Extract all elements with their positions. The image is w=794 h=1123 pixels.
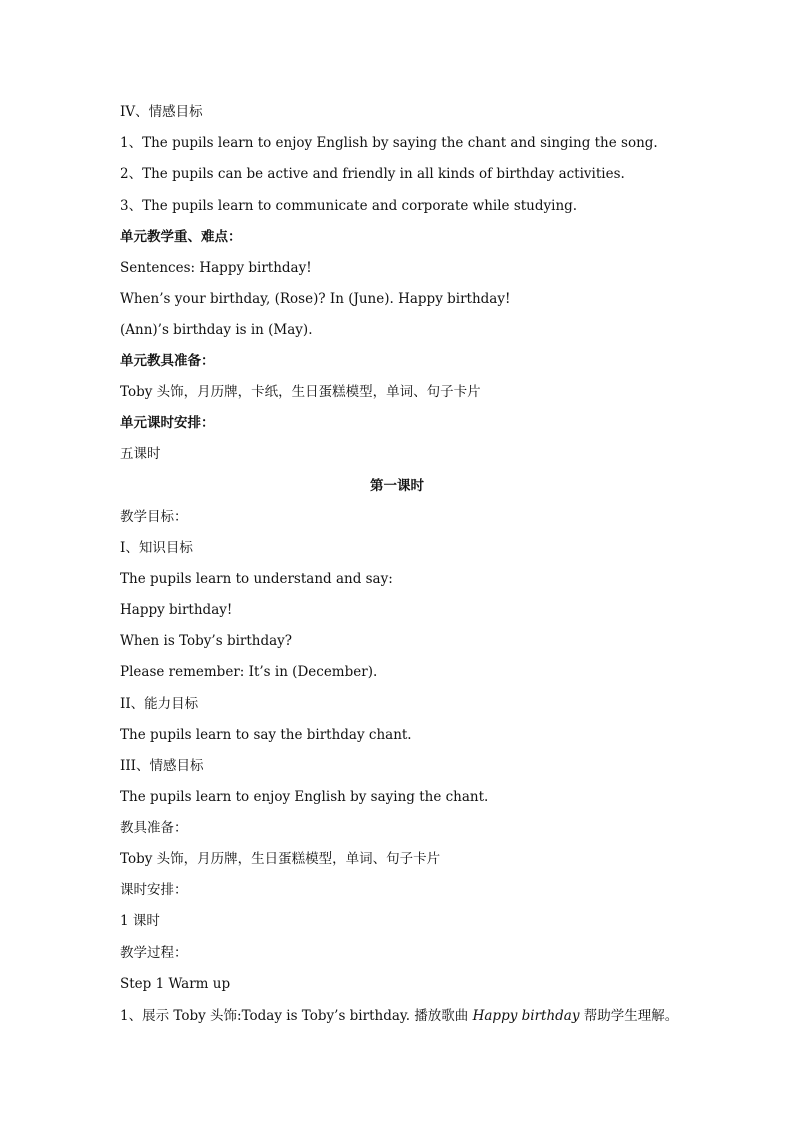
heading-teaching-process: 教学过程： xyxy=(120,945,188,961)
schedule-value: 五课时 xyxy=(120,446,161,462)
knowledge-line: When is Toby’s birthday? xyxy=(120,633,293,649)
knowledge-line: Happy birthday! xyxy=(120,602,233,618)
song-title: Happy birthday xyxy=(472,1008,580,1024)
ability-line: The pupils learn to say the birthday chant. xyxy=(120,727,412,743)
heading-schedule: 单元课时安排： xyxy=(120,415,215,431)
step-item-1-suffix: 帮助学生理解。 xyxy=(579,1008,679,1024)
heading-lesson-schedule: 课时安排： xyxy=(120,882,188,898)
sentence-line: When’s your birthday, (Rose)? In (June). Happy birthday! xyxy=(120,291,511,307)
step-item-1 xyxy=(120,1006,734,1026)
step-heading: Step 1 Warm up xyxy=(120,976,231,992)
heading-key-points: 单元教学重、难点： xyxy=(120,229,242,245)
heading-teaching-aids: 单元教具准备： xyxy=(120,353,215,369)
section-heading-ability-goals: II、能力目标 xyxy=(120,696,199,712)
section-heading-emotional-goals: IV、情感目标 xyxy=(120,104,203,120)
knowledge-line: Please remember: It’s in (December). xyxy=(120,664,378,680)
lesson-title: 第一课时 xyxy=(370,478,424,494)
teaching-aids-list: Toby 头饰，月历牌，卡纸，生日蛋糕模型，单词、句子卡片 xyxy=(120,384,481,400)
goal-item-1: 1、The pupils learn to enjoy English by saying the chant and singing the song. xyxy=(120,135,658,151)
heading-teaching-goals: 教学目标： xyxy=(120,509,188,525)
knowledge-line: The pupils learn to understand and say: xyxy=(120,571,393,587)
lesson-schedule-value: 1 课时 xyxy=(120,913,160,929)
section-heading-emotional-goals-lesson: III、情感目标 xyxy=(120,758,204,774)
goal-item-3: 3、The pupils learn to communicate and corporate while studying. xyxy=(120,198,578,214)
emotional-line: The pupils learn to enjoy English by saying the chant. xyxy=(120,789,489,805)
section-heading-knowledge-goals: I、知识目标 xyxy=(120,540,193,556)
lesson-aids-list: Toby 头饰，月历牌，生日蛋糕模型，单词、句子卡片 xyxy=(120,851,441,867)
heading-lesson-aids: 教具准备： xyxy=(120,820,188,836)
step-item-1-prefix: 1、展示 Toby 头饰:Today is Toby’s birthday. 播放歌曲 xyxy=(120,1008,473,1024)
sentence-line: Sentences: Happy birthday! xyxy=(120,260,312,276)
goal-item-2: 2、The pupils can be active and friendly in all kinds of birthday activities. xyxy=(120,166,625,182)
sentence-line: (Ann)’s birthday is in (May). xyxy=(120,322,313,338)
